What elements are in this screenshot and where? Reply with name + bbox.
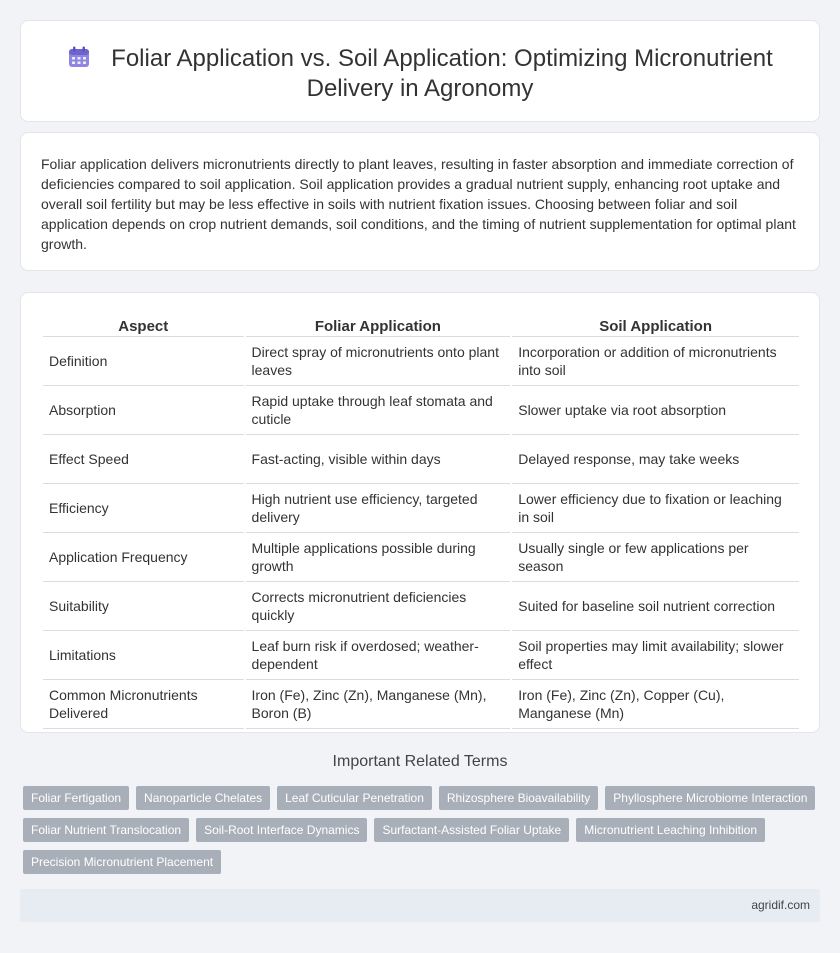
related-term-tag[interactable]: Micronutrient Leaching Inhibition	[576, 818, 765, 842]
table-row	[43, 484, 799, 533]
table-row	[43, 386, 799, 435]
related-term-tag[interactable]: Foliar Nutrient Translocation	[23, 818, 189, 842]
foliar-cell: Leaf burn risk if overdosed; weather-dependent	[246, 631, 511, 680]
foliar-cell: Rapid uptake through leaf stomata and cuticle	[246, 386, 511, 435]
related-terms-list	[23, 786, 823, 882]
related-term-tag[interactable]: Soil-Root Interface Dynamics	[196, 818, 367, 842]
column-header: Foliar Application	[246, 316, 511, 337]
aspect-cell: Application Frequency	[43, 533, 244, 582]
related-term-tag[interactable]: Surfactant-Assisted Foliar Uptake	[374, 818, 569, 842]
aspect-cell: Definition	[43, 337, 244, 386]
aspect-cell: Suitability	[43, 582, 244, 631]
intro-paragraph: Foliar application delivers micronutrients directly to plant leaves, resulting in faster absorption and immediate correction of deficiencies compared to soil application. Soil application provides a gradual nutrient supply, enhancing root uptake and overall soil fertility but may be less effective in soils with nutrient fixation issues. Choosing between foliar and soil application depends on crop nutrient demands, soil conditions, and the timing of nutrient supplementation for optimal plant growth.	[41, 156, 796, 252]
header	[61, 44, 779, 104]
soil-cell: Usually single or few applications per season	[512, 533, 799, 582]
foliar-cell: Multiple applications possible during growth	[246, 533, 511, 582]
foliar-cell: Corrects micronutrient deficiencies quickly	[246, 582, 511, 631]
page-title-text: Foliar Application vs. Soil Application: Optimizing Micronutrient Delivery in Agronomy	[111, 45, 773, 102]
footer-site-link[interactable]: agridif.com	[751, 898, 810, 912]
calendar-icon	[67, 46, 91, 68]
soil-cell: Slower uptake via root absorption	[512, 386, 799, 435]
related-terms-heading: Important Related Terms	[332, 753, 508, 770]
table-header-row	[43, 316, 799, 337]
related-term-tag[interactable]: Leaf Cuticular Penetration	[277, 786, 432, 810]
aspect-cell: Absorption	[43, 386, 244, 435]
footer	[20, 889, 820, 922]
foliar-cell: Direct spray of micronutrients onto plant leaves	[246, 337, 511, 386]
foliar-cell: Fast-acting, visible within days	[246, 435, 511, 484]
table-row	[43, 337, 799, 386]
aspect-cell: Efficiency	[43, 484, 244, 533]
page-title	[61, 44, 779, 104]
table-row	[43, 582, 799, 631]
soil-cell: Suited for baseline soil nutrient correction	[512, 582, 799, 631]
column-header: Soil Application	[512, 316, 799, 337]
header-card	[20, 20, 820, 122]
table-row	[43, 680, 799, 729]
soil-cell: Lower efficiency due to fixation or leaching in soil	[512, 484, 799, 533]
column-header: Aspect	[43, 316, 244, 337]
aspect-cell: Effect Speed	[43, 435, 244, 484]
aspect-cell: Common Micronutrients Delivered	[43, 680, 244, 729]
intro-card	[20, 132, 820, 271]
aspect-cell: Limitations	[43, 631, 244, 680]
related-term-tag[interactable]: Nanoparticle Chelates	[136, 786, 270, 810]
table-row	[43, 631, 799, 680]
related-term-tag[interactable]: Phyllosphere Microbiome Interaction	[605, 786, 815, 810]
soil-cell: Soil properties may limit availability; slower effect	[512, 631, 799, 680]
table-row	[43, 533, 799, 582]
foliar-cell: High nutrient use efficiency, targeted delivery	[246, 484, 511, 533]
related-term-tag[interactable]: Precision Micronutrient Placement	[23, 850, 221, 874]
comparison-card	[20, 292, 820, 733]
soil-cell: Incorporation or addition of micronutrients into soil	[512, 337, 799, 386]
table-row	[43, 435, 799, 484]
related-term-tag[interactable]: Foliar Fertigation	[23, 786, 129, 810]
soil-cell: Iron (Fe), Zinc (Zn), Copper (Cu), Manganese (Mn)	[512, 680, 799, 729]
comparison-table	[41, 316, 801, 729]
related-term-tag[interactable]: Rhizosphere Bioavailability	[439, 786, 598, 810]
soil-cell: Delayed response, may take weeks	[512, 435, 799, 484]
foliar-cell: Iron (Fe), Zinc (Zn), Manganese (Mn), Boron (B)	[246, 680, 511, 729]
